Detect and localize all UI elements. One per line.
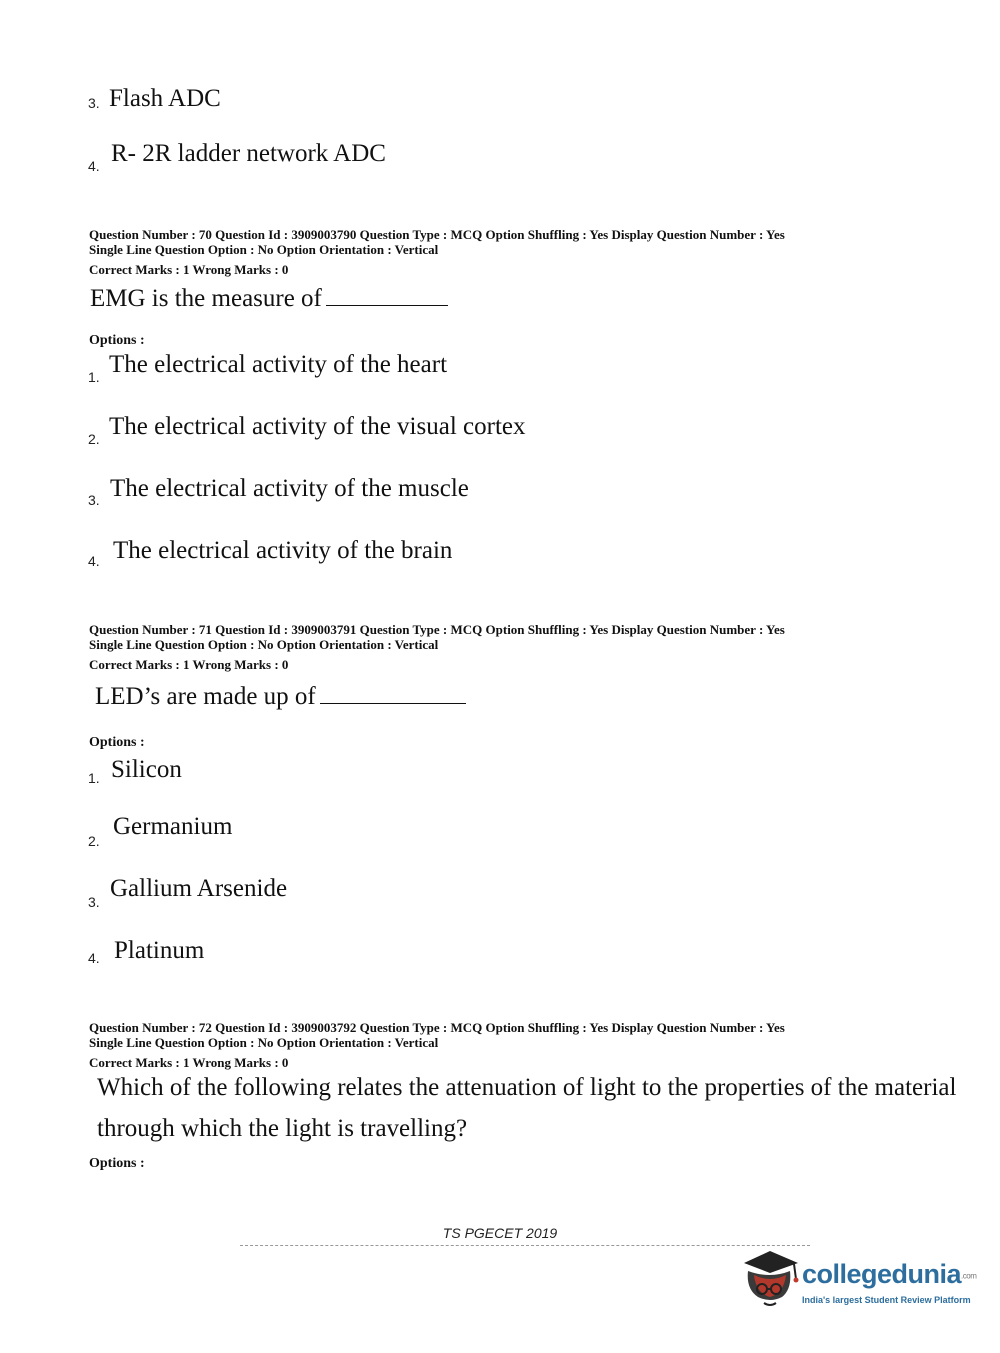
options-label: Options : — [89, 333, 145, 348]
option-text: The electrical activity of the heart — [109, 351, 448, 378]
option-number: 2. — [88, 431, 100, 447]
question-text-line-2: through which the light is travelling? — [97, 1115, 468, 1142]
question-meta: Question Number : 70 Question Id : 3909003790 Question Type : MCQ Option Shuffling : Yes Display Question Number : Yes Single Line Question Option : No Option Orientation : Vertical — [89, 227, 785, 257]
answer-blank — [326, 305, 448, 306]
option-number: 2. — [88, 833, 100, 849]
footer-divider — [240, 1245, 810, 1246]
option-text: Flash ADC — [109, 85, 221, 112]
question-marks: Correct Marks : 1 Wrong Marks : 0 — [89, 657, 289, 672]
question-text: LED’s are made up of — [95, 683, 466, 711]
option-text: The electrical activity of the muscle — [110, 475, 469, 502]
answer-blank — [320, 703, 466, 704]
question-text: EMG is the measure of — [90, 285, 448, 313]
brand-name: collegedunia.com — [802, 1259, 977, 1289]
option-number: 4. — [88, 158, 100, 174]
option-number: 1. — [88, 369, 100, 385]
question-marks: Correct Marks : 1 Wrong Marks : 0 — [89, 1055, 289, 1070]
question-meta: Question Number : 72 Question Id : 3909003792 Question Type : MCQ Option Shuffling : Yes Display Question Number : Yes Single Line Question Option : No Option Orientation : Vertical — [89, 1020, 785, 1050]
option-number: 4. — [88, 950, 100, 966]
collegedunia-logo — [740, 1245, 977, 1315]
question-marks: Correct Marks : 1 Wrong Marks : 0 — [89, 262, 289, 277]
brand-tagline: India's largest Student Review Platform — [802, 1295, 971, 1305]
option-text: Germanium — [113, 813, 233, 840]
option-number: 3. — [88, 894, 100, 910]
option-text: The electrical activity of the brain — [113, 537, 453, 564]
option-text: The electrical activity of the visual cortex — [109, 413, 526, 440]
options-label: Options : — [89, 735, 145, 750]
option-text: Platinum — [114, 937, 205, 964]
option-text: Gallium Arsenide — [110, 875, 288, 902]
footer-exam-title: TS PGECET 2019 — [442, 1225, 558, 1241]
question-meta: Question Number : 71 Question Id : 3909003791 Question Type : MCQ Option Shuffling : Yes Display Question Number : Yes Single Line Question Option : No Option Orientation : Vertical — [89, 622, 785, 652]
option-text: R- 2R ladder network ADC — [111, 140, 386, 167]
option-number: 1. — [88, 770, 100, 786]
question-text-line-1: Which of the following relates the attenuation of light to the properties of the material — [97, 1074, 957, 1101]
option-number: 3. — [88, 95, 100, 111]
option-number: 4. — [88, 553, 100, 569]
option-number: 3. — [88, 492, 100, 508]
option-text: Silicon — [111, 756, 182, 783]
options-label: Options : — [89, 1156, 145, 1171]
mascot-icon — [740, 1245, 802, 1313]
